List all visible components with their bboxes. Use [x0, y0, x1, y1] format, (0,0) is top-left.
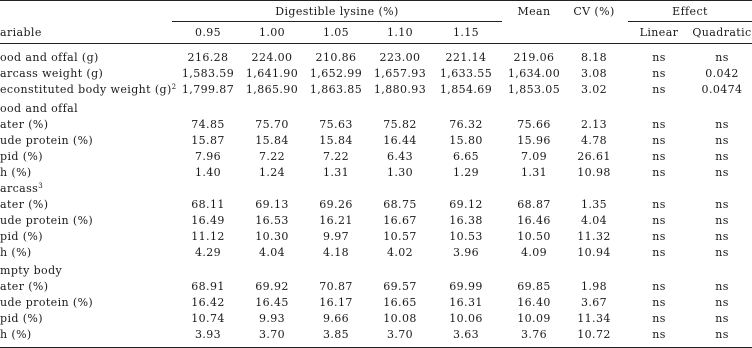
row-label-text: ater (%) [0, 280, 49, 293]
cell-linear: ns [652, 214, 666, 227]
cell-cv: 26.61 [577, 150, 611, 163]
header-variable: ariable [0, 26, 42, 39]
row-label-text: h (%) [0, 328, 32, 341]
cell-value: 15.84 [255, 134, 289, 147]
row-label-text: ood and offal (g) [0, 51, 99, 64]
cell-value: 68.75 [383, 198, 417, 211]
cell-mean: 10.09 [517, 312, 551, 325]
cell-linear: ns [652, 246, 666, 259]
header-level: 0.95 [194, 26, 222, 39]
cell-value: 1,641.90 [245, 67, 299, 80]
cell-quadratic: ns [715, 214, 729, 227]
cell-value: 4.29 [194, 246, 222, 259]
cell-value: 3.70 [386, 328, 414, 341]
section-title [0, 182, 43, 195]
row-label [0, 134, 93, 147]
cell-value: 10.08 [383, 312, 417, 325]
row-label [0, 328, 32, 341]
row-label [0, 118, 48, 131]
cell-value: 3.70 [258, 328, 286, 341]
cell-value: 70.87 [319, 280, 353, 293]
row-label-text: pid (%) [0, 230, 43, 243]
cell-linear: ns [652, 166, 666, 179]
cell-value: 1,863.85 [309, 83, 363, 96]
cell-value: 9.97 [322, 230, 350, 243]
cell-value: 1,583.59 [181, 67, 235, 80]
cell-cv: 4.78 [580, 134, 608, 147]
cell-value: 1,854.69 [439, 83, 493, 96]
cell-quadratic: ns [715, 118, 729, 131]
cell-mean: 10.50 [517, 230, 551, 243]
cell-mean: 16.40 [517, 296, 551, 309]
cell-mean: 69.85 [517, 280, 551, 293]
row-label [0, 296, 93, 309]
group-rule-lysine [172, 21, 502, 22]
row-label-text: ater (%) [0, 118, 49, 131]
cell-cv: 3.67 [580, 296, 608, 309]
cell-mean: 7.09 [520, 150, 548, 163]
cell-linear: ns [652, 150, 666, 163]
cell-quadratic: ns [715, 166, 729, 179]
cell-mean: 219.06 [513, 51, 555, 64]
cell-value: 16.17 [319, 296, 353, 309]
cell-cv: 3.02 [580, 83, 608, 96]
cell-value: 6.65 [452, 150, 480, 163]
cell-value: 4.04 [258, 246, 286, 259]
cell-value: 3.85 [322, 328, 350, 341]
cell-value: 1,865.90 [245, 83, 299, 96]
cell-value: 1.31 [322, 166, 350, 179]
cell-cv: 11.34 [577, 312, 611, 325]
section-title-text: mpty body [0, 264, 63, 277]
cell-value: 7.22 [322, 150, 350, 163]
cell-value: 1.24 [258, 166, 286, 179]
row-label [0, 51, 99, 64]
row-label-text: ude protein (%) [0, 214, 94, 227]
cell-linear: ns [652, 312, 666, 325]
header-rule [0, 43, 752, 44]
cell-value: 68.91 [191, 280, 225, 293]
row-label-text: ater (%) [0, 198, 49, 211]
cell-value: 11.12 [191, 230, 225, 243]
cell-quadratic: 0.042 [705, 67, 739, 80]
row-label-text: pid (%) [0, 150, 43, 163]
cell-linear: ns [652, 118, 666, 131]
cell-value: 75.82 [383, 118, 417, 131]
cell-value: 10.53 [449, 230, 483, 243]
cell-quadratic: ns [715, 150, 729, 163]
group-rule-effect [628, 21, 752, 22]
cell-value: 69.99 [449, 280, 483, 293]
cell-value: 16.38 [449, 214, 483, 227]
cell-value: 3.63 [452, 328, 480, 341]
header-linear: Linear [639, 26, 679, 39]
cell-value: 75.63 [319, 118, 353, 131]
cell-value: 224.00 [251, 51, 293, 64]
header-level: 1.10 [386, 26, 414, 39]
row-label-text: h (%) [0, 246, 32, 259]
header-level: 1.05 [322, 26, 350, 39]
cell-quadratic: ns [715, 51, 729, 64]
cell-value: 223.00 [379, 51, 421, 64]
cell-value: 1.40 [194, 166, 222, 179]
cell-mean: 75.66 [517, 118, 551, 131]
row-label-text: arcass weight (g) [0, 67, 104, 80]
cell-value: 15.87 [191, 134, 225, 147]
cell-linear: ns [652, 328, 666, 341]
cell-value: 15.84 [319, 134, 353, 147]
cell-mean: 15.96 [517, 134, 551, 147]
cell-value: 69.92 [255, 280, 289, 293]
cell-cv: 8.18 [580, 51, 608, 64]
cell-value: 15.80 [449, 134, 483, 147]
header-mean: Mean [517, 5, 551, 18]
cell-value: 69.13 [255, 198, 289, 211]
row-label [0, 150, 43, 163]
cell-value: 1,657.93 [373, 67, 427, 80]
cell-linear: ns [652, 67, 666, 80]
cell-value: 16.42 [191, 296, 225, 309]
cell-value: 1,799.87 [181, 83, 235, 96]
cell-value: 10.30 [255, 230, 289, 243]
cell-cv: 1.35 [580, 198, 608, 211]
cell-value: 16.44 [383, 134, 417, 147]
cell-value: 75.70 [255, 118, 289, 131]
cell-value: 4.02 [386, 246, 414, 259]
cell-quadratic: ns [715, 280, 729, 293]
cell-linear: ns [652, 51, 666, 64]
header-level: 1.15 [452, 26, 480, 39]
cell-mean: 1.31 [520, 166, 548, 179]
cell-quadratic: ns [715, 296, 729, 309]
row-label-text: pid (%) [0, 312, 43, 325]
cell-value: 221.14 [445, 51, 487, 64]
cell-value: 16.21 [319, 214, 353, 227]
cell-value: 69.12 [449, 198, 483, 211]
cell-cv: 3.08 [580, 67, 608, 80]
footnote-marker: 3 [38, 182, 44, 190]
row-label [0, 83, 177, 96]
cell-value: 16.65 [383, 296, 417, 309]
cell-linear: ns [652, 230, 666, 243]
cell-value: 7.96 [194, 150, 222, 163]
cell-value: 1.29 [452, 166, 480, 179]
cell-linear: ns [652, 83, 666, 96]
cell-value: 4.18 [322, 246, 350, 259]
cell-value: 16.49 [191, 214, 225, 227]
cell-quadratic: 0.0474 [701, 83, 743, 96]
header-effect: Effect [672, 5, 708, 18]
cell-value: 74.85 [191, 118, 225, 131]
cell-mean: 68.87 [517, 198, 551, 211]
cell-linear: ns [652, 296, 666, 309]
row-label [0, 67, 103, 80]
row-label [0, 312, 43, 325]
cell-value: 9.93 [258, 312, 286, 325]
section-title-text: ood and offal [0, 102, 79, 115]
cell-value: 68.11 [191, 198, 225, 211]
cell-value: 16.67 [383, 214, 417, 227]
cell-value: 1.30 [386, 166, 414, 179]
cell-value: 3.93 [194, 328, 222, 341]
cell-value: 10.57 [383, 230, 417, 243]
cell-value: 69.57 [383, 280, 417, 293]
row-label-text: h (%) [0, 166, 32, 179]
header-cv: CV (%) [573, 5, 615, 18]
row-label [0, 198, 48, 211]
cell-cv: 10.98 [577, 166, 611, 179]
cell-quadratic: ns [715, 246, 729, 259]
header-quadratic: Quadratic [692, 26, 752, 39]
cell-quadratic: ns [715, 230, 729, 243]
cell-value: 16.53 [255, 214, 289, 227]
cell-value: 6.43 [386, 150, 414, 163]
row-label [0, 246, 32, 259]
cell-quadratic: ns [715, 312, 729, 325]
cell-linear: ns [652, 198, 666, 211]
cell-value: 10.74 [191, 312, 225, 325]
cell-mean: 16.46 [517, 214, 551, 227]
cell-quadratic: ns [715, 328, 729, 341]
cell-value: 216.28 [187, 51, 229, 64]
cell-quadratic: ns [715, 134, 729, 147]
cell-mean: 1,853.05 [507, 83, 561, 96]
cell-cv: 10.72 [577, 328, 611, 341]
cell-value: 7.22 [258, 150, 286, 163]
cell-value: 1,633.55 [439, 67, 493, 80]
cell-value: 1,880.93 [373, 83, 427, 96]
cell-value: 1,652.99 [309, 67, 363, 80]
header-level: 1.00 [258, 26, 286, 39]
cell-cv: 4.04 [580, 214, 608, 227]
cell-value: 16.31 [449, 296, 483, 309]
cell-cv: 11.32 [577, 230, 611, 243]
footnote-marker: 2 [171, 83, 177, 91]
cell-mean: 1,634.00 [507, 67, 561, 80]
row-label [0, 280, 48, 293]
row-label-text: ude protein (%) [0, 134, 94, 147]
row-label [0, 230, 43, 243]
cell-value: 210.86 [315, 51, 357, 64]
cell-mean: 4.09 [520, 246, 548, 259]
section-title [0, 102, 78, 115]
header-group-digestible-lysine: Digestible lysine (%) [275, 5, 399, 18]
top-rule [0, 0, 752, 1]
row-label-text: ude protein (%) [0, 296, 94, 309]
row-label-text: econstituted body weight (g) [0, 83, 172, 96]
cell-linear: ns [652, 134, 666, 147]
cell-quadratic: ns [715, 198, 729, 211]
row-label [0, 214, 93, 227]
cell-value: 16.45 [255, 296, 289, 309]
section-title [0, 264, 62, 277]
cell-cv: 10.94 [577, 246, 611, 259]
cell-value: 3.96 [452, 246, 480, 259]
cell-value: 10.06 [449, 312, 483, 325]
cell-mean: 3.76 [520, 328, 548, 341]
cell-value: 9.66 [322, 312, 350, 325]
row-label [0, 166, 32, 179]
section-title-text: arcass [0, 182, 39, 195]
cell-value: 69.26 [319, 198, 353, 211]
cell-cv: 2.13 [580, 118, 608, 131]
cell-value: 76.32 [449, 118, 483, 131]
cell-cv: 1.98 [580, 280, 608, 293]
cell-linear: ns [652, 280, 666, 293]
